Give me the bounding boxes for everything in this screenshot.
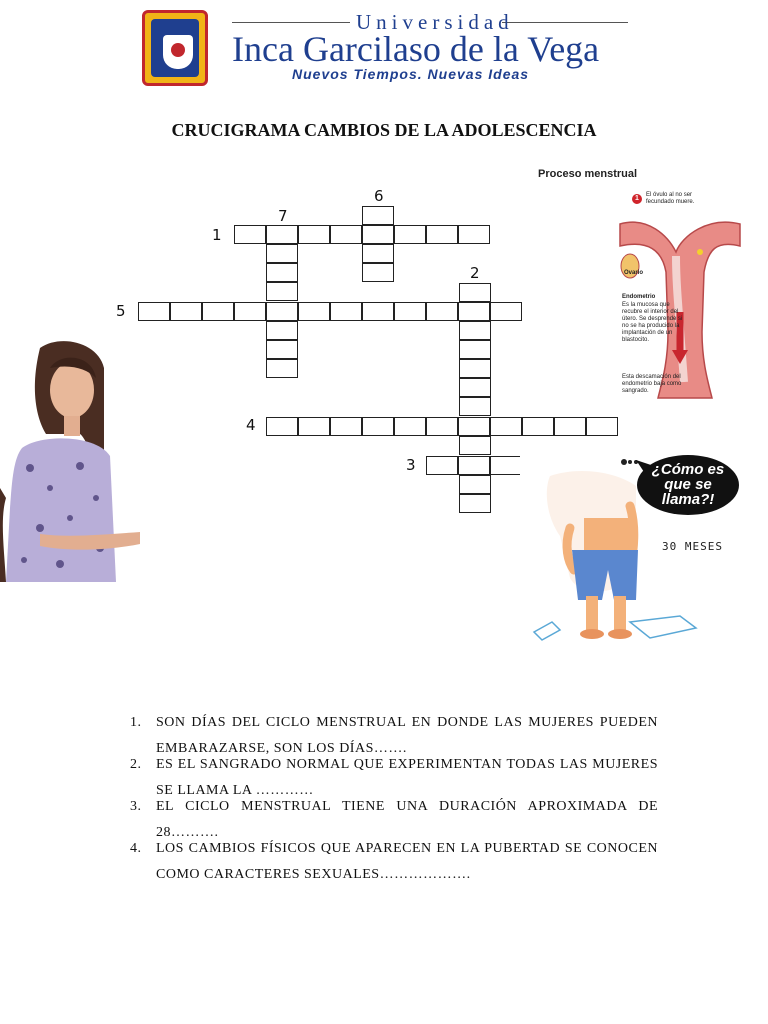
age-label: 30 MESES [662, 540, 723, 553]
university-name: Inca Garcilaso de la Vega [232, 29, 600, 69]
ovary-label: Ovario [624, 270, 644, 276]
crossword-cell[interactable] [266, 321, 298, 340]
clue-list [130, 710, 658, 882]
crossword-cell[interactable] [458, 456, 490, 475]
diagram-step-text: El óvulo al no ser fecundado muere. [646, 192, 695, 205]
crossword-cell[interactable] [394, 302, 426, 321]
crossword-cell[interactable] [298, 302, 330, 321]
shedding-text: Esta descamación del endometrio baja como sangrado. [622, 374, 682, 394]
crossword-cell[interactable] [459, 340, 491, 359]
crossword-cell[interactable] [490, 417, 522, 436]
crossword-cell[interactable] [266, 340, 298, 359]
crossword-cell[interactable] [266, 244, 298, 263]
crossword-cell[interactable] [330, 302, 362, 321]
endometrium-title: Endometrio [622, 294, 656, 300]
university-logo [142, 10, 208, 86]
crossword-cell[interactable] [426, 302, 458, 321]
crossword-cell[interactable] [426, 225, 458, 244]
crossword-cell[interactable] [522, 417, 554, 436]
crossword-cell[interactable] [459, 494, 491, 513]
crossword-cell[interactable] [202, 302, 234, 321]
crossword-cell[interactable] [362, 263, 394, 282]
crossword-cell[interactable] [459, 436, 491, 455]
clue-number: 3. [130, 799, 142, 814]
crossword-cell[interactable] [458, 225, 490, 244]
crossword-cell[interactable] [458, 417, 490, 436]
diagram-title: Proceso menstrual [538, 168, 638, 180]
crossword-number-6: 6 [374, 187, 384, 205]
crossword-number-1: 1 [212, 226, 222, 244]
crossword-cell[interactable] [234, 225, 266, 244]
header-rule-right [502, 22, 628, 23]
step-badge: 1 [632, 194, 642, 204]
crossword-cell[interactable] [362, 225, 394, 244]
logo-emblem-icon [171, 43, 185, 57]
menstrual-diagram [534, 164, 744, 404]
crossword-cell[interactable] [266, 225, 298, 244]
crossword-cell[interactable] [490, 302, 522, 321]
crossword-cell[interactable] [458, 302, 490, 321]
girl-photo [0, 338, 140, 582]
crossword-cell[interactable] [138, 302, 170, 321]
crossword-cell[interactable] [362, 302, 394, 321]
crossword-cell[interactable] [459, 321, 491, 340]
crossword-cell[interactable] [266, 263, 298, 282]
crossword-cell[interactable] [459, 378, 491, 397]
crossword-cell[interactable] [362, 206, 394, 225]
crossword-cell[interactable] [234, 302, 266, 321]
crossword-cell[interactable] [362, 417, 394, 436]
clue-number: 2. [130, 757, 142, 772]
page-title: CRUCIGRAMA CAMBIOS DE LA ADOLESCENCIA [171, 120, 597, 140]
crossword-cell[interactable] [266, 282, 298, 301]
endometrium-text: Es la mucosa que recubre el interior del útero. Se desprende si no se ha producido la implantación de un blastocito. [622, 302, 683, 343]
crossword-cell[interactable] [266, 359, 298, 378]
clue-text: ES EL SANGRADO NORMAL QUE EXPERIMENTAN TODAS LAS MUJERES SE LLAMA LA ………… [156, 757, 658, 798]
header-rule-left [232, 22, 350, 23]
clue-item [130, 836, 658, 888]
clue-text: LOS CAMBIOS FÍSICOS QUE APARECEN EN LA PUBERTAD SE CONOCEN COMO CARACTERES SEXUALES………………. [156, 841, 658, 882]
crossword-cell[interactable] [459, 475, 491, 494]
clue-number: 1. [130, 715, 142, 730]
speech-bubble-text: ¿Cómo es que se llama?! [651, 461, 725, 508]
crossword-cell[interactable] [426, 456, 458, 475]
crossword-cell[interactable] [459, 283, 491, 302]
university-header [138, 6, 638, 90]
crossword-cell[interactable] [330, 225, 362, 244]
crossword-number-3: 3 [406, 456, 416, 474]
crossword-cell[interactable] [298, 417, 330, 436]
crossword-cell[interactable] [266, 417, 298, 436]
clue-text: EL CICLO MENSTRUAL TIENE UNA DURACIÓN APROXIMADA DE 28………. [156, 799, 658, 840]
logo-seal [151, 19, 199, 77]
crossword-cell[interactable] [586, 417, 618, 436]
crossword-cell[interactable] [394, 417, 426, 436]
crossword-cell[interactable] [170, 302, 202, 321]
crossword-number-4: 4 [246, 416, 256, 434]
crossword-cell[interactable] [394, 225, 426, 244]
crossword-number-7: 7 [278, 207, 288, 225]
crossword-cell[interactable] [298, 225, 330, 244]
crossword-number-2: 2 [470, 264, 480, 282]
clue-text: SON DÍAS DEL CICLO MENSTRUAL EN DONDE LAS MUJERES PUEDEN EMBARAZARSE, SON LOS DÍAS……. [156, 715, 658, 756]
crossword-number-5: 5 [116, 302, 126, 320]
crossword-cell[interactable] [362, 244, 394, 263]
crossword-cell[interactable] [459, 397, 491, 416]
crossword-cell[interactable] [554, 417, 586, 436]
university-label: Universidad [356, 10, 514, 34]
crossword-cell[interactable] [490, 456, 522, 475]
crossword-cell[interactable] [459, 359, 491, 378]
crossword-cell[interactable] [266, 302, 298, 321]
university-slogan: Nuevos Tiempos. Nuevas Ideas [292, 66, 530, 82]
clue-number: 4. [130, 841, 142, 856]
crossword-cell[interactable] [426, 417, 458, 436]
crossword-cell[interactable] [330, 417, 362, 436]
